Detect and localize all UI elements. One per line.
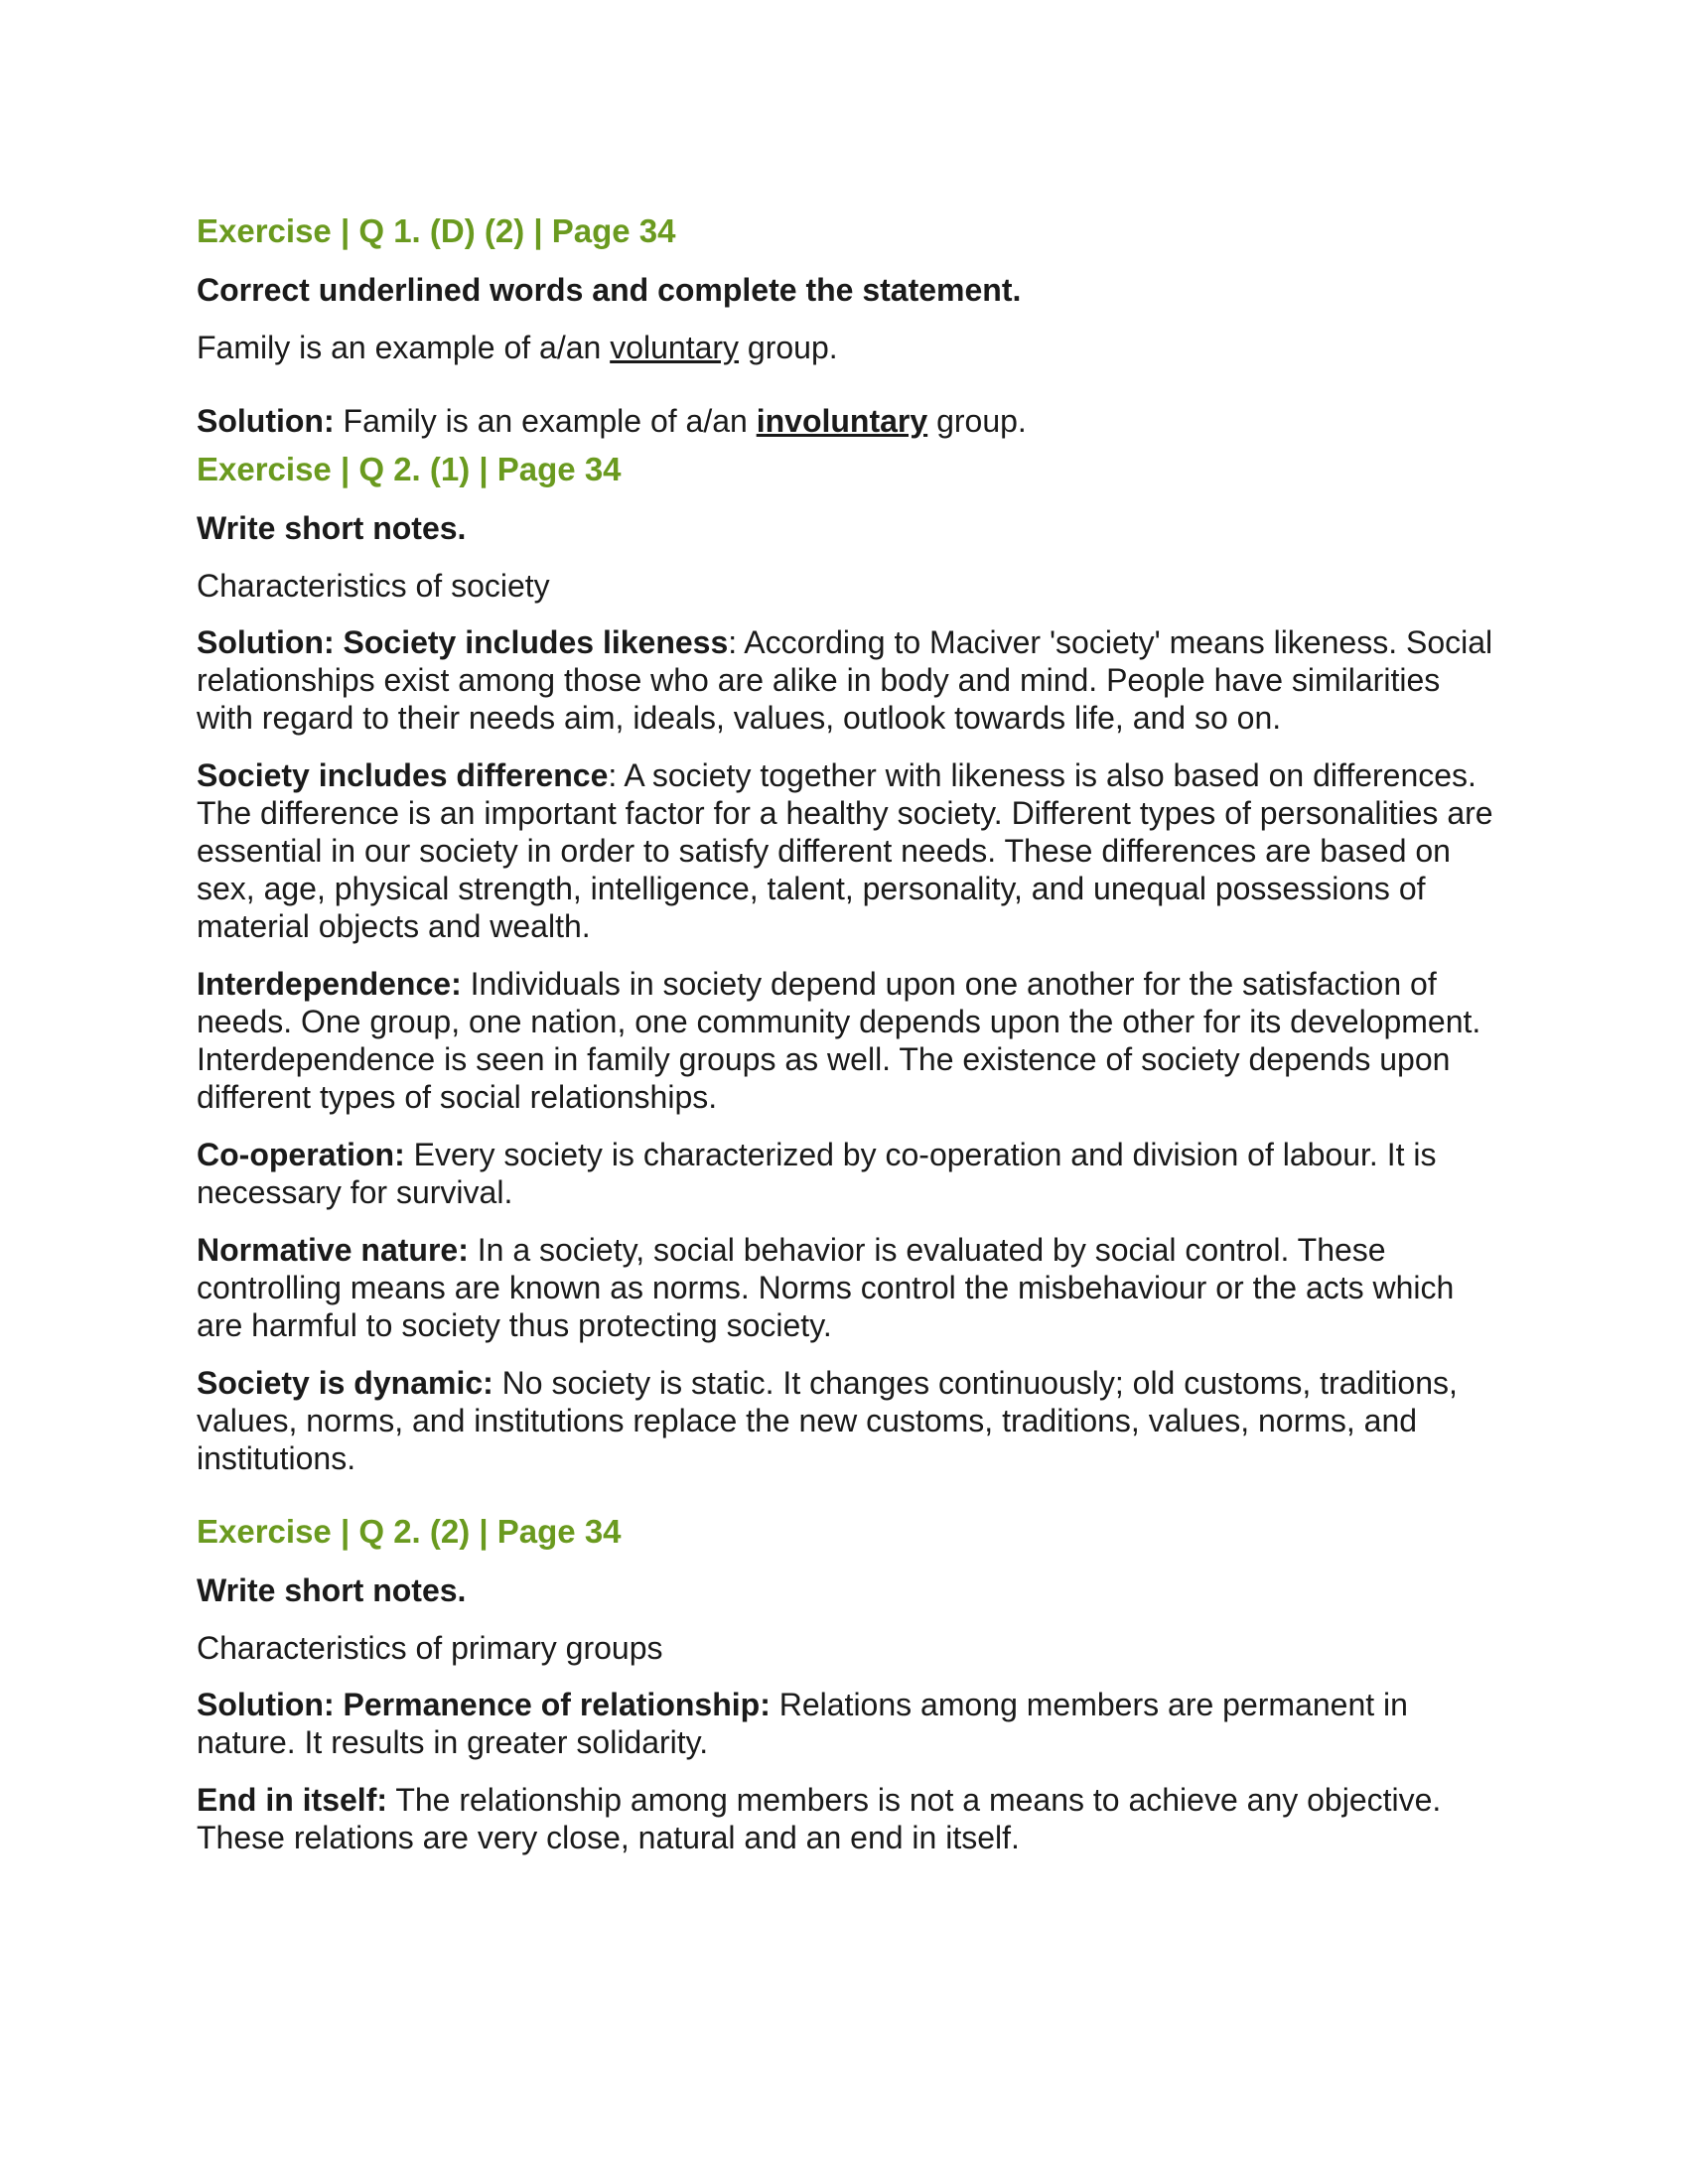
statement-text: Family is an example of a/an [197, 330, 611, 365]
underlined-word: voluntary [610, 330, 740, 365]
solution-text: Family is an example of a/an [334, 403, 757, 439]
answer-paragraph [197, 756, 1497, 945]
question-instruction: Write short notes. [197, 510, 467, 546]
paragraph-text: Individuals in society depend upon one another for the satisfaction of needs. One group, one nation, one community depends upon the other for its development. Interdependence is seen in family groups as well. The existence of society depends upon different types of social relationships. [197, 966, 1481, 1115]
paragraph-text: Relations among members are permanent in nature. It results in greater solidarity. [197, 1687, 1408, 1760]
question-heading: Exercise | Q 2. (2) | Page 34 [197, 1513, 622, 1550]
question-topic: Characteristics of primary groups [197, 1630, 663, 1666]
question-heading: Exercise | Q 2. (1) | Page 34 [197, 451, 622, 487]
paragraph-label: Normative nature: [197, 1232, 469, 1268]
paragraph-label: Society is dynamic: [197, 1365, 493, 1401]
corrected-word: involuntary [756, 403, 928, 439]
statement-text: group. [739, 330, 838, 365]
paragraph-label: Co-operation: [197, 1137, 405, 1172]
paragraph-text: : According to Maciver 'society' means likeness. Social relationships exist among those who are alike in body and mind. People have similarities with regard to their needs aim, ideals, values, outlook towards life, and so on. [197, 624, 1493, 736]
solution-statement [197, 401, 1497, 441]
paragraph-text: : A society together with likeness is also based on differences. The difference is an important factor for a healthy society. Different types of personalities are essential in our society in order to satisfy different needs. These differences are based on sex, age, physical strength, intelligence, talent, personality, and unequal possessions of material objects and wealth. [197, 757, 1493, 944]
paragraph-label: Interdependence: [197, 966, 462, 1002]
question-instruction: Correct underlined words and complete the statement. [197, 272, 1022, 308]
question-2-1-section [197, 449, 1497, 1477]
paragraph-label: Society includes difference [197, 757, 609, 793]
question-instruction: Write short notes. [197, 1572, 467, 1608]
answer-paragraph [197, 1686, 1497, 1761]
solution-text: group. [927, 403, 1027, 439]
solution-label: Solution: [197, 403, 335, 439]
paragraph-text: Every society is characterized by co-operation and division of labour. It is necessary for survival. [197, 1137, 1437, 1210]
answer-paragraph [197, 1364, 1497, 1477]
answer-paragraph [197, 1231, 1497, 1344]
answer-paragraph [197, 965, 1497, 1116]
paragraph-text: In a society, social behavior is evaluated by social control. These controlling means are known as norms. Norms control the misbehaviour or the acts which are harmful to society thus protecting society. [197, 1232, 1455, 1343]
question-heading: Exercise | Q 1. (D) (2) | Page 34 [197, 212, 676, 249]
question-topic: Characteristics of society [197, 568, 550, 604]
paragraph-label: Solution: Society includes likeness [197, 624, 729, 660]
paragraph-text: No society is static. It changes continuously; old customs, traditions, values, norms, and institutions replace the new customs, traditions, values, norms, and institutions. [197, 1365, 1458, 1476]
answer-paragraph [197, 1781, 1497, 1856]
answer-paragraph [197, 623, 1497, 737]
paragraph-text: The relationship among members is not a means to achieve any objective. These relations are very close, natural and an end in itself. [197, 1782, 1442, 1855]
paragraph-label: Solution: Permanence of relationship: [197, 1687, 771, 1722]
question-2-2-section [197, 1511, 1497, 1856]
question-1-section [197, 210, 1497, 441]
answer-paragraph [197, 1136, 1497, 1211]
document-page [197, 210, 1497, 1876]
question-statement [197, 328, 1497, 367]
paragraph-label: End in itself: [197, 1782, 387, 1818]
